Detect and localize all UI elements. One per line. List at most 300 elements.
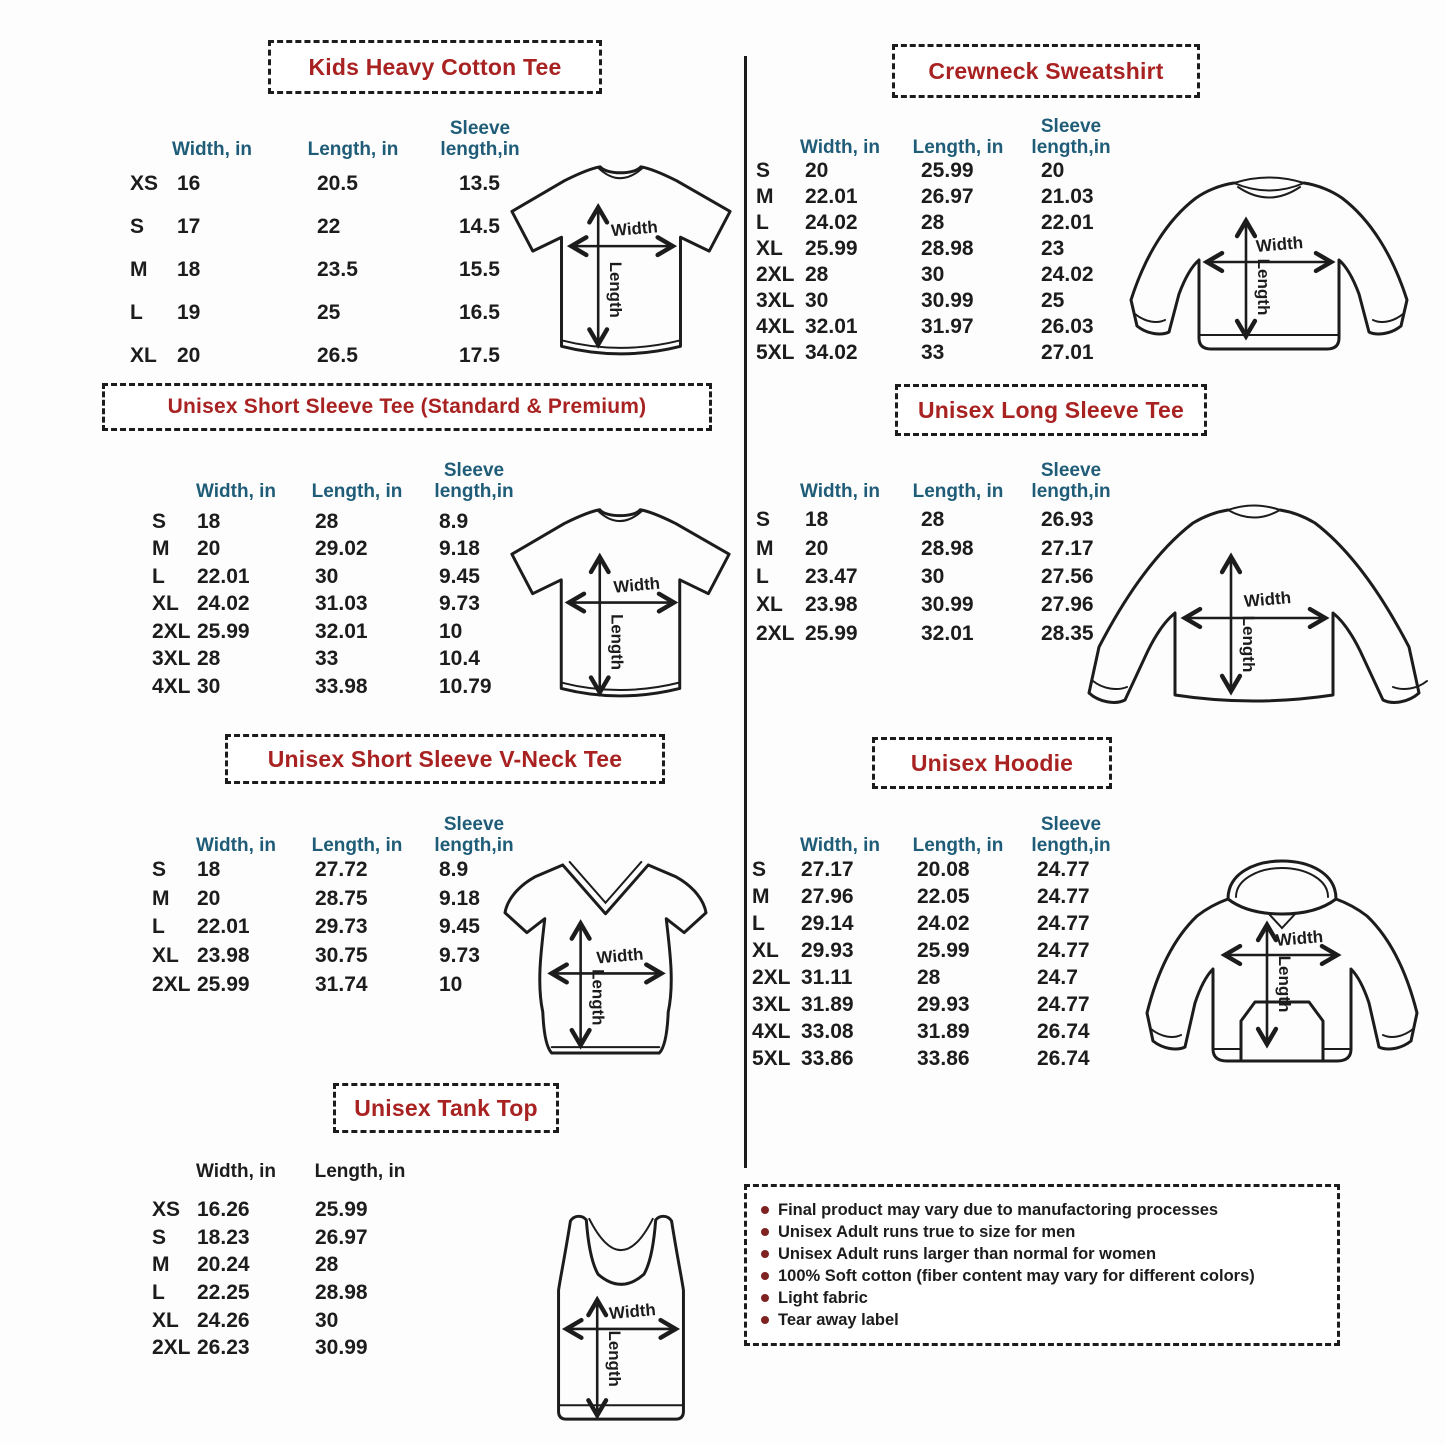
length-value: 33 bbox=[315, 647, 339, 671]
width-arrow-label: Width bbox=[608, 1300, 657, 1324]
length-value: 25.99 bbox=[315, 1197, 368, 1221]
size-label: S bbox=[152, 858, 167, 882]
hoodie-header-length: Length, in bbox=[912, 835, 1004, 856]
length-arrow-label: Length bbox=[1275, 955, 1294, 1013]
size-label: XL bbox=[152, 1308, 179, 1332]
longsleeve-collar-inner bbox=[1228, 510, 1280, 518]
width-value: 20 bbox=[197, 886, 221, 910]
width-value: 22.25 bbox=[197, 1280, 250, 1304]
size-row bbox=[152, 885, 544, 914]
sleeve-value: 8.9 bbox=[439, 509, 469, 533]
width-arrow-label: Width bbox=[612, 573, 661, 597]
width-value: 18 bbox=[197, 858, 221, 882]
hoodie-title-box bbox=[872, 737, 1112, 789]
size-row bbox=[152, 856, 544, 885]
crewneck-table bbox=[756, 158, 1142, 366]
hoodie-table-headers bbox=[738, 792, 1124, 856]
length-value: 28 bbox=[315, 1253, 339, 1277]
long-sleeve-title: Unisex Long Sleeve Tee bbox=[917, 396, 1184, 423]
size-row bbox=[152, 618, 544, 646]
sleeve-value: 27.56 bbox=[1041, 564, 1094, 588]
length-value: 28 bbox=[921, 211, 945, 234]
size-label: XS bbox=[152, 1197, 181, 1221]
unisex-short-title-box bbox=[102, 383, 712, 431]
width-value: 24.02 bbox=[197, 592, 250, 616]
size-row bbox=[152, 1307, 440, 1335]
size-row bbox=[152, 1279, 440, 1307]
vneck-table-headers bbox=[137, 792, 529, 856]
tshirt-hem bbox=[562, 340, 681, 347]
kids-tee-title: Kids Heavy Cotton Tee bbox=[308, 53, 562, 80]
width-value: 28 bbox=[805, 263, 829, 286]
length-value: 24.02 bbox=[917, 911, 970, 935]
kids-tee-header-sleeve: Sleeve length,in bbox=[440, 118, 520, 160]
size-label: L bbox=[152, 1280, 165, 1304]
size-row bbox=[130, 291, 566, 334]
long-sleeve-header-width: Width, in bbox=[799, 481, 881, 502]
unisex-short-title: Unisex Short Sleeve Tee (Standard & Premium) bbox=[167, 395, 647, 418]
size-row bbox=[152, 1334, 440, 1362]
kids-tee-header-width: Width, in bbox=[171, 139, 253, 160]
size-row bbox=[152, 563, 544, 591]
note-item bbox=[761, 1267, 1323, 1286]
size-row bbox=[752, 883, 1138, 910]
note-text: Unisex Adult runs larger than normal for women bbox=[778, 1244, 1157, 1263]
size-label: S bbox=[130, 214, 145, 238]
width-value: 23.98 bbox=[197, 944, 250, 968]
size-label: M bbox=[152, 1253, 170, 1277]
unisex-short-header-length: Length, in bbox=[311, 481, 403, 502]
size-label: XL bbox=[752, 938, 779, 962]
width-value: 29.93 bbox=[801, 938, 854, 962]
size-row bbox=[152, 913, 544, 942]
vneck-header-sleeve: Sleeve length,in bbox=[434, 814, 514, 856]
size-row bbox=[756, 340, 1142, 366]
long-sleeve-header-sleeve: Sleeve length,in bbox=[1031, 460, 1111, 502]
vneck-header-width: Width, in bbox=[195, 835, 277, 856]
width-value: 22.01 bbox=[197, 915, 250, 939]
crewneck-header-width: Width, in bbox=[799, 137, 881, 158]
length-value: 30.99 bbox=[921, 289, 974, 312]
bullet-icon bbox=[761, 1250, 769, 1258]
width-arrow-label: Width bbox=[595, 944, 645, 968]
size-label: 2XL bbox=[756, 621, 795, 645]
length-value: 27.72 bbox=[315, 858, 368, 882]
length-value: 32.01 bbox=[921, 621, 974, 645]
length-value: 30.99 bbox=[921, 593, 974, 617]
long-sleeve-illustration bbox=[1078, 494, 1442, 728]
unisex-short-header-width: Width, in bbox=[195, 481, 277, 502]
size-label: 3XL bbox=[152, 647, 191, 671]
size-label: 2XL bbox=[752, 965, 791, 989]
crewneck-table-headers bbox=[738, 98, 1124, 158]
length-value: 31.03 bbox=[315, 592, 368, 616]
note-item bbox=[761, 1245, 1323, 1264]
length-value: 22.05 bbox=[917, 884, 970, 908]
size-label: M bbox=[756, 536, 774, 560]
width-value: 18.23 bbox=[197, 1225, 250, 1249]
length-value: 32.01 bbox=[315, 619, 368, 643]
width-value: 16.26 bbox=[197, 1197, 250, 1221]
sleeve-value: 25 bbox=[1041, 289, 1065, 312]
sleeve-value: 23 bbox=[1041, 237, 1065, 260]
size-row bbox=[152, 536, 544, 564]
tshirt-hem bbox=[561, 683, 679, 690]
hoodie-illustration bbox=[1124, 852, 1440, 1092]
width-value: 26.23 bbox=[197, 1336, 250, 1360]
length-arrow-label: Length bbox=[606, 261, 626, 318]
size-row bbox=[152, 1224, 440, 1252]
size-row bbox=[752, 991, 1138, 1018]
tank-title-box bbox=[333, 1083, 559, 1133]
note-text: 100% Soft cotton (fiber content may vary for different colors) bbox=[778, 1266, 1255, 1285]
length-arrow-label: Length bbox=[1254, 258, 1273, 316]
size-label: XL bbox=[130, 343, 157, 367]
sleeve-value: 24.77 bbox=[1037, 992, 1090, 1016]
sleeve-value: 24.77 bbox=[1037, 938, 1090, 962]
long-sleeve-header-length: Length, in bbox=[912, 481, 1004, 502]
tshirt-outline bbox=[512, 167, 730, 354]
width-value: 27.17 bbox=[801, 857, 854, 881]
width-value: 25.99 bbox=[805, 237, 858, 260]
size-label: 5XL bbox=[756, 341, 795, 364]
width-value: 16 bbox=[177, 171, 201, 195]
size-row bbox=[152, 1196, 440, 1224]
long-sleeve-table-headers bbox=[738, 438, 1124, 502]
note-item bbox=[761, 1289, 1323, 1308]
length-value: 31.89 bbox=[917, 1019, 970, 1043]
size-row bbox=[152, 942, 544, 971]
width-value: 24.02 bbox=[805, 211, 858, 234]
size-row bbox=[130, 162, 566, 205]
crewneck-illustration bbox=[1098, 165, 1442, 371]
sleeve-value: 22.01 bbox=[1041, 211, 1094, 234]
sweatshirt-collar-outer bbox=[1234, 178, 1304, 184]
sleeve-value: 14.5 bbox=[459, 214, 500, 238]
width-value: 17 bbox=[177, 214, 201, 238]
sleeve-value: 10.4 bbox=[439, 647, 480, 671]
vneck-illustration bbox=[499, 853, 716, 1064]
width-value: 22.01 bbox=[197, 564, 250, 588]
sleeve-value: 17.5 bbox=[459, 343, 500, 367]
sleeve-value: 26.03 bbox=[1041, 315, 1094, 338]
width-value: 18 bbox=[197, 509, 221, 533]
size-row bbox=[152, 1251, 440, 1279]
length-value: 33 bbox=[921, 341, 945, 364]
width-value: 25.99 bbox=[805, 621, 858, 645]
size-row bbox=[152, 646, 544, 674]
sleeve-value: 20 bbox=[1041, 159, 1065, 182]
bullet-icon bbox=[761, 1228, 769, 1236]
size-row bbox=[752, 1018, 1138, 1045]
crewneck-title: Crewneck Sweatshirt bbox=[928, 57, 1164, 84]
width-value: 30 bbox=[197, 674, 221, 698]
length-value: 30 bbox=[315, 564, 339, 588]
width-value: 18 bbox=[177, 257, 201, 281]
size-label: 2XL bbox=[152, 972, 191, 996]
length-value: 28.98 bbox=[921, 237, 974, 260]
length-arrow-label: Length bbox=[588, 969, 608, 1026]
length-value: 29.73 bbox=[315, 915, 368, 939]
size-label: XL bbox=[152, 944, 179, 968]
column-divider bbox=[744, 56, 747, 1168]
length-value: 28.75 bbox=[315, 886, 368, 910]
size-label: L bbox=[152, 564, 165, 588]
length-value: 25.99 bbox=[921, 159, 974, 182]
size-row bbox=[752, 910, 1138, 937]
length-value: 26.97 bbox=[315, 1225, 368, 1249]
size-label: M bbox=[152, 886, 170, 910]
size-label: L bbox=[756, 211, 769, 234]
size-row bbox=[756, 262, 1142, 288]
size-row bbox=[756, 184, 1142, 210]
kids-tee-illustration bbox=[503, 160, 738, 367]
width-value: 31.89 bbox=[801, 992, 854, 1016]
size-row bbox=[756, 236, 1142, 262]
length-value: 30.75 bbox=[315, 944, 368, 968]
length-value: 26.97 bbox=[921, 185, 974, 208]
length-value: 28 bbox=[315, 509, 339, 533]
length-value: 31.97 bbox=[921, 315, 974, 338]
length-value: 31.74 bbox=[315, 972, 368, 996]
sleeve-value: 9.73 bbox=[439, 592, 480, 616]
length-value: 29.93 bbox=[917, 992, 970, 1016]
hoodie-header-width: Width, in bbox=[799, 835, 881, 856]
size-label: 4XL bbox=[756, 315, 795, 338]
size-label: S bbox=[756, 159, 771, 182]
size-label: L bbox=[130, 300, 143, 324]
kids-tee-table-headers bbox=[100, 98, 536, 160]
tank-header-width: Width, in bbox=[195, 1161, 277, 1182]
sleeve-value: 24.77 bbox=[1037, 857, 1090, 881]
width-value: 23.98 bbox=[805, 593, 858, 617]
size-row bbox=[130, 248, 566, 291]
width-value: 20 bbox=[805, 536, 829, 560]
length-arrow-label: Length bbox=[607, 614, 627, 670]
unisex-short-table bbox=[152, 508, 544, 701]
sleeve-value: 27.96 bbox=[1041, 593, 1094, 617]
size-row bbox=[152, 970, 544, 999]
length-value: 28.98 bbox=[921, 536, 974, 560]
size-label: M bbox=[756, 185, 774, 208]
sleeve-value: 26.74 bbox=[1037, 1046, 1090, 1070]
sleeve-value: 9.45 bbox=[439, 564, 480, 588]
size-row bbox=[130, 205, 566, 248]
unisex-short-table-headers bbox=[137, 438, 529, 502]
crewneck-header-sleeve: Sleeve length,in bbox=[1031, 116, 1111, 158]
sleeve-value: 8.9 bbox=[439, 858, 469, 882]
length-value: 20.08 bbox=[917, 857, 970, 881]
length-value: 28.98 bbox=[315, 1280, 368, 1304]
size-row bbox=[756, 288, 1142, 314]
width-value: 31.11 bbox=[801, 965, 853, 989]
width-value: 19 bbox=[177, 300, 201, 324]
width-arrow-label: Width bbox=[1275, 927, 1324, 951]
sleeve-value: 24.7 bbox=[1037, 965, 1078, 989]
note-text: Unisex Adult runs true to size for men bbox=[778, 1222, 1076, 1241]
bullet-icon bbox=[761, 1206, 769, 1214]
kids-tee-header-length: Length, in bbox=[307, 139, 399, 160]
width-value: 27.96 bbox=[801, 884, 854, 908]
size-label: L bbox=[152, 915, 165, 939]
width-arrow-label: Width bbox=[1243, 588, 1292, 612]
length-value: 28 bbox=[921, 508, 945, 532]
bullet-icon bbox=[761, 1294, 769, 1302]
hoodie-table bbox=[752, 856, 1138, 1072]
width-arrow-label: Width bbox=[1255, 233, 1304, 257]
size-label: XS bbox=[130, 171, 159, 195]
note-item bbox=[761, 1201, 1323, 1220]
sleeve-value: 24.02 bbox=[1041, 263, 1094, 286]
tank-title: Unisex Tank Top bbox=[354, 1094, 538, 1121]
longsleeve-collar-outer bbox=[1228, 506, 1280, 511]
crewneck-header-length: Length, in bbox=[912, 137, 1004, 158]
vneck-header-length: Length, in bbox=[311, 835, 403, 856]
size-label: M bbox=[152, 537, 170, 561]
width-value: 29.14 bbox=[801, 911, 854, 935]
size-label: S bbox=[752, 857, 767, 881]
size-row bbox=[752, 964, 1138, 991]
kids-tee-title-box bbox=[268, 40, 602, 94]
tank-header-length: Length, in bbox=[314, 1161, 406, 1182]
length-value: 30 bbox=[921, 564, 945, 588]
hood-inner-line bbox=[1236, 868, 1328, 897]
kids-tee-table bbox=[130, 162, 566, 377]
size-label: L bbox=[752, 911, 765, 935]
width-arrow-label: Width bbox=[610, 217, 659, 241]
length-value: 30 bbox=[921, 263, 945, 286]
size-row bbox=[756, 210, 1142, 236]
note-text: Tear away label bbox=[778, 1310, 899, 1329]
length-value: 28 bbox=[917, 965, 941, 989]
unisex-short-header-sleeve: Sleeve length,in bbox=[434, 460, 514, 502]
sleeve-value: 10 bbox=[439, 972, 463, 996]
width-value: 32.01 bbox=[805, 315, 858, 338]
length-value: 25 bbox=[317, 300, 341, 324]
size-row bbox=[152, 508, 544, 536]
crewneck-title-box bbox=[892, 44, 1200, 98]
size-label: M bbox=[752, 884, 770, 908]
width-value: 30 bbox=[805, 289, 829, 312]
sleeve-value: 9.45 bbox=[439, 915, 480, 939]
width-value: 20 bbox=[177, 343, 201, 367]
width-value: 20 bbox=[197, 537, 221, 561]
width-value: 33.86 bbox=[801, 1046, 854, 1070]
width-value: 23.47 bbox=[805, 564, 858, 588]
sleeve-value: 24.77 bbox=[1037, 884, 1090, 908]
width-value: 34.02 bbox=[805, 341, 858, 364]
size-label: L bbox=[756, 564, 769, 588]
note-item bbox=[761, 1223, 1323, 1242]
sleeve-value: 24.77 bbox=[1037, 911, 1090, 935]
sleeve-value: 9.18 bbox=[439, 537, 480, 561]
sleeve-value: 15.5 bbox=[459, 257, 500, 281]
unisex-short-illustration bbox=[503, 498, 737, 714]
vneck-title-box bbox=[225, 734, 665, 784]
size-row bbox=[152, 591, 544, 619]
size-label: XL bbox=[152, 592, 179, 616]
size-row bbox=[752, 1045, 1138, 1072]
tank-illustration bbox=[539, 1210, 703, 1436]
bullet-icon bbox=[761, 1316, 769, 1324]
vneck-title: Unisex Short Sleeve V-Neck Tee bbox=[267, 745, 623, 772]
width-value: 25.99 bbox=[197, 619, 250, 643]
long-sleeve-title-box bbox=[895, 384, 1207, 436]
length-value: 33.86 bbox=[917, 1046, 970, 1070]
hoodie-header-sleeve: Sleeve length,in bbox=[1031, 814, 1111, 856]
width-value: 33.08 bbox=[801, 1019, 854, 1043]
note-text: Light fabric bbox=[778, 1288, 868, 1307]
length-arrow-label: Length bbox=[605, 1330, 625, 1387]
sleeve-value: 13.5 bbox=[459, 171, 500, 195]
size-label: S bbox=[152, 1225, 167, 1249]
width-value: 28 bbox=[197, 647, 221, 671]
tank-scoop-inner bbox=[589, 1219, 652, 1250]
sweatshirt-collar-inner bbox=[1234, 183, 1304, 191]
length-value: 26.5 bbox=[317, 343, 358, 367]
length-value: 30 bbox=[315, 1308, 339, 1332]
size-label: XL bbox=[756, 593, 783, 617]
size-label: S bbox=[152, 509, 167, 533]
size-row bbox=[752, 937, 1138, 964]
size-label: 4XL bbox=[752, 1019, 791, 1043]
length-value: 22 bbox=[317, 214, 341, 238]
length-value: 25.99 bbox=[917, 938, 970, 962]
note-text: Final product may vary due to manufactoring processes bbox=[778, 1200, 1219, 1219]
sleeve-value: 26.93 bbox=[1041, 508, 1094, 532]
bullet-icon bbox=[761, 1272, 769, 1280]
sleeve-value: 26.74 bbox=[1037, 1019, 1090, 1043]
sleeve-value: 10.79 bbox=[439, 674, 492, 698]
sleeve-value: 9.18 bbox=[439, 886, 480, 910]
length-value: 20.5 bbox=[317, 171, 358, 195]
size-label: 2XL bbox=[756, 263, 795, 286]
size-row bbox=[756, 314, 1142, 340]
length-value: 29.02 bbox=[315, 537, 368, 561]
length-value: 33.98 bbox=[315, 674, 368, 698]
product-notes-box bbox=[744, 1184, 1340, 1346]
size-row bbox=[756, 158, 1142, 184]
size-label: 3XL bbox=[756, 289, 795, 312]
sleeve-value: 10 bbox=[439, 619, 463, 643]
size-label: S bbox=[756, 508, 771, 532]
size-row bbox=[152, 673, 544, 701]
note-item bbox=[761, 1311, 1323, 1330]
size-label: M bbox=[130, 257, 148, 281]
size-row bbox=[752, 856, 1138, 883]
size-label: 2XL bbox=[152, 619, 191, 643]
length-value: 30.99 bbox=[315, 1336, 368, 1360]
vneck-collar-inner bbox=[570, 862, 642, 903]
hoodie-title: Unisex Hoodie bbox=[910, 749, 1074, 776]
width-value: 22.01 bbox=[805, 185, 858, 208]
sleeve-value: 27.01 bbox=[1041, 341, 1094, 364]
length-value: 23.5 bbox=[317, 257, 358, 281]
width-value: 20 bbox=[805, 159, 829, 182]
sleeve-value: 28.35 bbox=[1041, 621, 1094, 645]
length-arrow-label: Length bbox=[1239, 615, 1258, 673]
width-value: 20.24 bbox=[197, 1253, 250, 1277]
size-label: 5XL bbox=[752, 1046, 791, 1070]
sleeve-value: 27.17 bbox=[1041, 536, 1094, 560]
vneck-table bbox=[152, 856, 544, 999]
sleeve-value: 16.5 bbox=[459, 300, 500, 324]
width-value: 25.99 bbox=[197, 972, 250, 996]
size-label: XL bbox=[756, 237, 783, 260]
width-value: 18 bbox=[805, 508, 829, 532]
size-row bbox=[130, 334, 566, 377]
tank-table bbox=[152, 1196, 440, 1362]
